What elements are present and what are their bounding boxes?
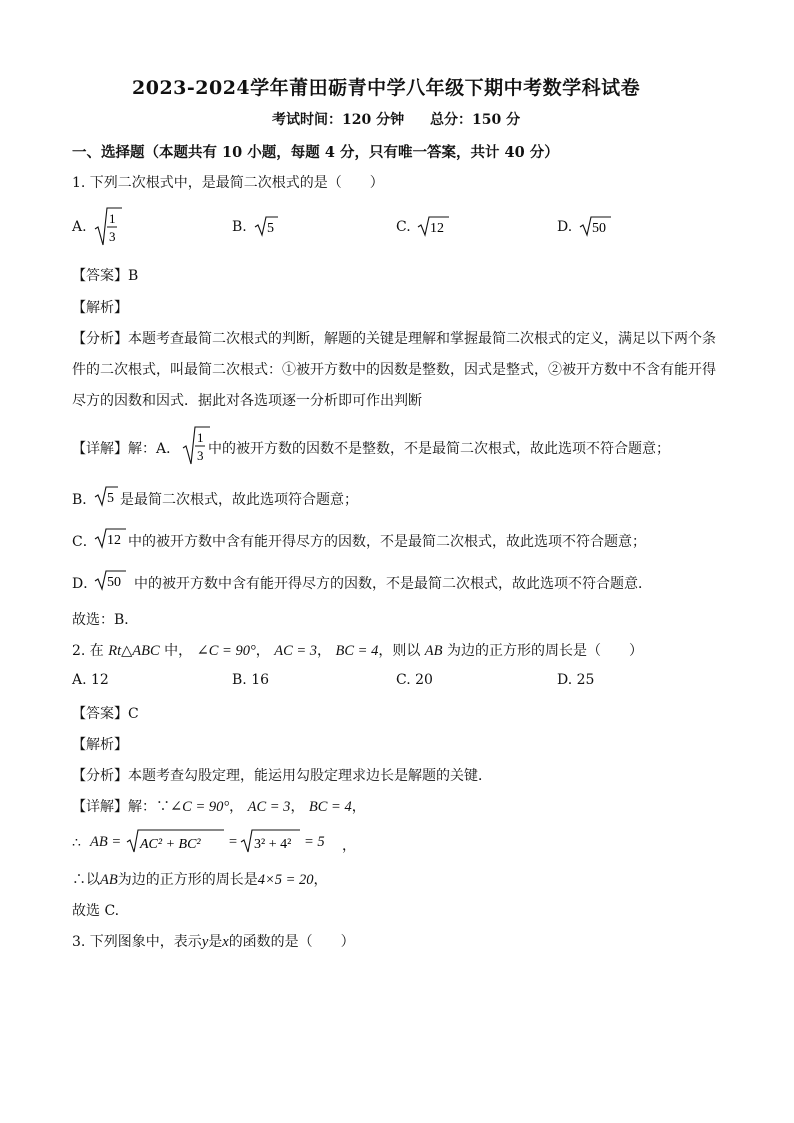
q1-option-b-radical: [254, 215, 280, 241]
q3-stem: [72, 931, 355, 951]
q2-detail-angle: ∠C = 90°: [170, 799, 230, 815]
q1-option-b-label: B.: [232, 219, 247, 235]
q2-sum-expr: AC² + BC²: [140, 837, 201, 852]
q1-detail-c-radicand: 12: [107, 533, 121, 548]
q2-angle-c: ∠C = 90°: [196, 643, 256, 659]
q2-comma: ，: [342, 838, 356, 854]
q1-detail-c-prefix: C．: [72, 534, 97, 550]
q1-option-a-label: A.: [72, 219, 87, 235]
q1-detail-c-radical: [94, 527, 128, 553]
q1-detail-a-prefix: 【详解】解：A．: [72, 441, 181, 457]
q3-stem-part2: 是: [208, 934, 223, 950]
q1-c-radicand: 12: [430, 221, 444, 236]
q1-detail-c-text: 中的被开方数中含有能开得尽方的因数，不是最简二次根式，故此选项不符合题意；: [128, 534, 646, 550]
q2-triangle: Rt△ABC: [108, 643, 160, 659]
sqrt-icon: [579, 215, 613, 237]
q1-analysis-line2: 件的二次根式，叫最简二次根式：①被开方数中的因数是整数，因式是整式，②被开方数中不含有能开得: [72, 362, 716, 378]
q2-detail-prefix: 【详解】解：∵: [72, 799, 170, 815]
q2-detail-bc: BC = 4: [308, 799, 352, 815]
q1-detail-b-text: 是最简二次根式，故此选项符合题意；: [120, 492, 358, 508]
q2-perimeter-line: ∴以AB为边的正方形的周长是4×5 = 20，: [72, 872, 328, 888]
section-header: 一、选择题（本题共有 10 小题，每题 4 分，只有唯一答案，共计 40 分）: [72, 144, 559, 161]
q1-detail-b-radical: [94, 485, 120, 511]
q2-num-expr: 3² + 4²: [254, 837, 292, 852]
q3-stem-part3: 的函数的是（ ）: [228, 934, 355, 950]
q2-perim-ab: AB: [100, 872, 118, 888]
q2-eq-sign: =: [228, 834, 238, 850]
q2-option-a: A. 12: [72, 672, 109, 688]
q1-d-radicand: 50: [592, 221, 606, 236]
q2-jiexi: 【解析】: [72, 737, 128, 753]
q1-detail-a-text: 中的被开方数的因数不是整数，不是最简二次根式，故此选项不符合题意；: [208, 441, 670, 457]
sqrt-icon: [126, 828, 226, 854]
q2-stem-part1: 2. 在: [72, 643, 104, 659]
q1-a-numerator: 1: [109, 211, 116, 226]
q1-detail-a-radical: [181, 424, 211, 472]
sqrt-icon: [94, 527, 128, 549]
q1-detail-a-den: 3: [197, 448, 204, 463]
q2-detail-ac: AC = 3: [247, 799, 291, 815]
sqrt-fraction-icon: [181, 424, 211, 468]
q2-sqrt-sum: [126, 828, 226, 858]
q1-stem: 1. 下列二次根式中，是最简二次根式的是（ ）: [72, 175, 384, 191]
sqrt-icon: [94, 569, 128, 591]
exam-time: 考试时间：120 分钟: [272, 112, 405, 128]
q1-b-radicand: 5: [267, 221, 274, 236]
sqrt-icon: [94, 485, 120, 507]
q1-detail-d-prefix: D．: [72, 576, 98, 592]
q1-detail-d-radicand: 50: [107, 575, 121, 590]
q1-detail-d-radical: [94, 569, 128, 595]
q2-stem: 2. 在 Rt△ABC 中， ∠C = 90°， AC = 3， BC = 4，则以 AB 为边的正方形的周长是（ ）: [72, 643, 643, 659]
q1-option-d-label: D.: [557, 219, 573, 235]
q2-therefore-symbol: ∴: [72, 835, 81, 851]
q1-detail-b-radicand: 5: [107, 491, 114, 506]
q2-stem-part2: 中，: [164, 643, 193, 659]
q1-detail-b-prefix: B．: [72, 492, 97, 508]
q1-conclusion: 故选：B．: [72, 612, 139, 628]
q2-perim-mid: 为边的正方形的周长是: [117, 872, 258, 888]
q2-option-b: B. 16: [232, 672, 270, 688]
q2-option-c: C. 20: [396, 672, 433, 688]
q1-option-c-label: C.: [396, 219, 411, 235]
q1-option-a-radical: [93, 205, 123, 253]
q2-stem-part3: ，则以: [378, 643, 421, 659]
q2-ab: AB: [424, 643, 443, 659]
q1-a-denominator: 3: [109, 229, 116, 244]
exam-total-score: 总分：150 分: [430, 112, 521, 128]
q1-jiexi: 【解析】: [72, 300, 128, 316]
q2-analysis: 【分析】本题考查勾股定理，能运用勾股定理求边长是解题的关键．: [72, 768, 492, 784]
q2-conclusion: 故选 C.: [72, 903, 120, 919]
q2-option-d: D. 25: [557, 672, 595, 688]
q1-answer: 【答案】B: [72, 268, 139, 284]
q2-sqrt-num: [240, 828, 302, 858]
exam-title: 2023-2024学年莆田砺青中学八年级下期中考数学科试卷: [132, 77, 641, 99]
q1-option-b: [232, 219, 247, 235]
q2-ab-eq: AB =: [90, 834, 122, 850]
sqrt-icon: [417, 215, 451, 237]
q2-perim-pre: ∴以: [72, 872, 100, 888]
q2-detail-given: 【详解】解：∵∠C = 90°， AC = 3， BC = 4，: [72, 799, 366, 815]
q1-analysis-line1: 【分析】本题考查最简二次根式的判断，解题的关键是理解和掌握最简二次根式的定义，满足以下两个条: [72, 331, 716, 347]
q1-detail-d-text: 中的被开方数中含有能开得尽方的因数，不是最简二次根式，故此选项不符合题意．: [134, 576, 652, 592]
q1-detail-a-num: 1: [197, 430, 204, 445]
sqrt-icon: [240, 828, 302, 854]
q2-stem-part4: 为边的正方形的周长是（ ）: [446, 643, 643, 659]
q1-option-a: [72, 219, 87, 235]
q2-eq5: = 5: [304, 834, 325, 850]
q2-perim-expr: 4×5 = 20: [257, 872, 314, 888]
q2-bc: BC = 4: [335, 643, 379, 659]
q1-analysis-line3: 尽方的因数和因式．据此对各选项逐一分析即可作出判断: [72, 393, 422, 409]
q1-option-c: [396, 219, 411, 235]
sqrt-icon: [254, 215, 280, 237]
q1-option-c-radical: [417, 215, 451, 241]
q2-ac: AC = 3: [274, 643, 318, 659]
q1-option-d-radical: [579, 215, 613, 241]
q1-option-d: [557, 219, 572, 235]
sqrt-fraction-icon: [93, 205, 123, 249]
q3-x: x: [222, 934, 229, 950]
q3-stem-part1: 3. 下列图象中，表示: [72, 934, 202, 950]
q3-y: y: [201, 934, 209, 950]
q2-answer: 【答案】C: [72, 706, 139, 722]
